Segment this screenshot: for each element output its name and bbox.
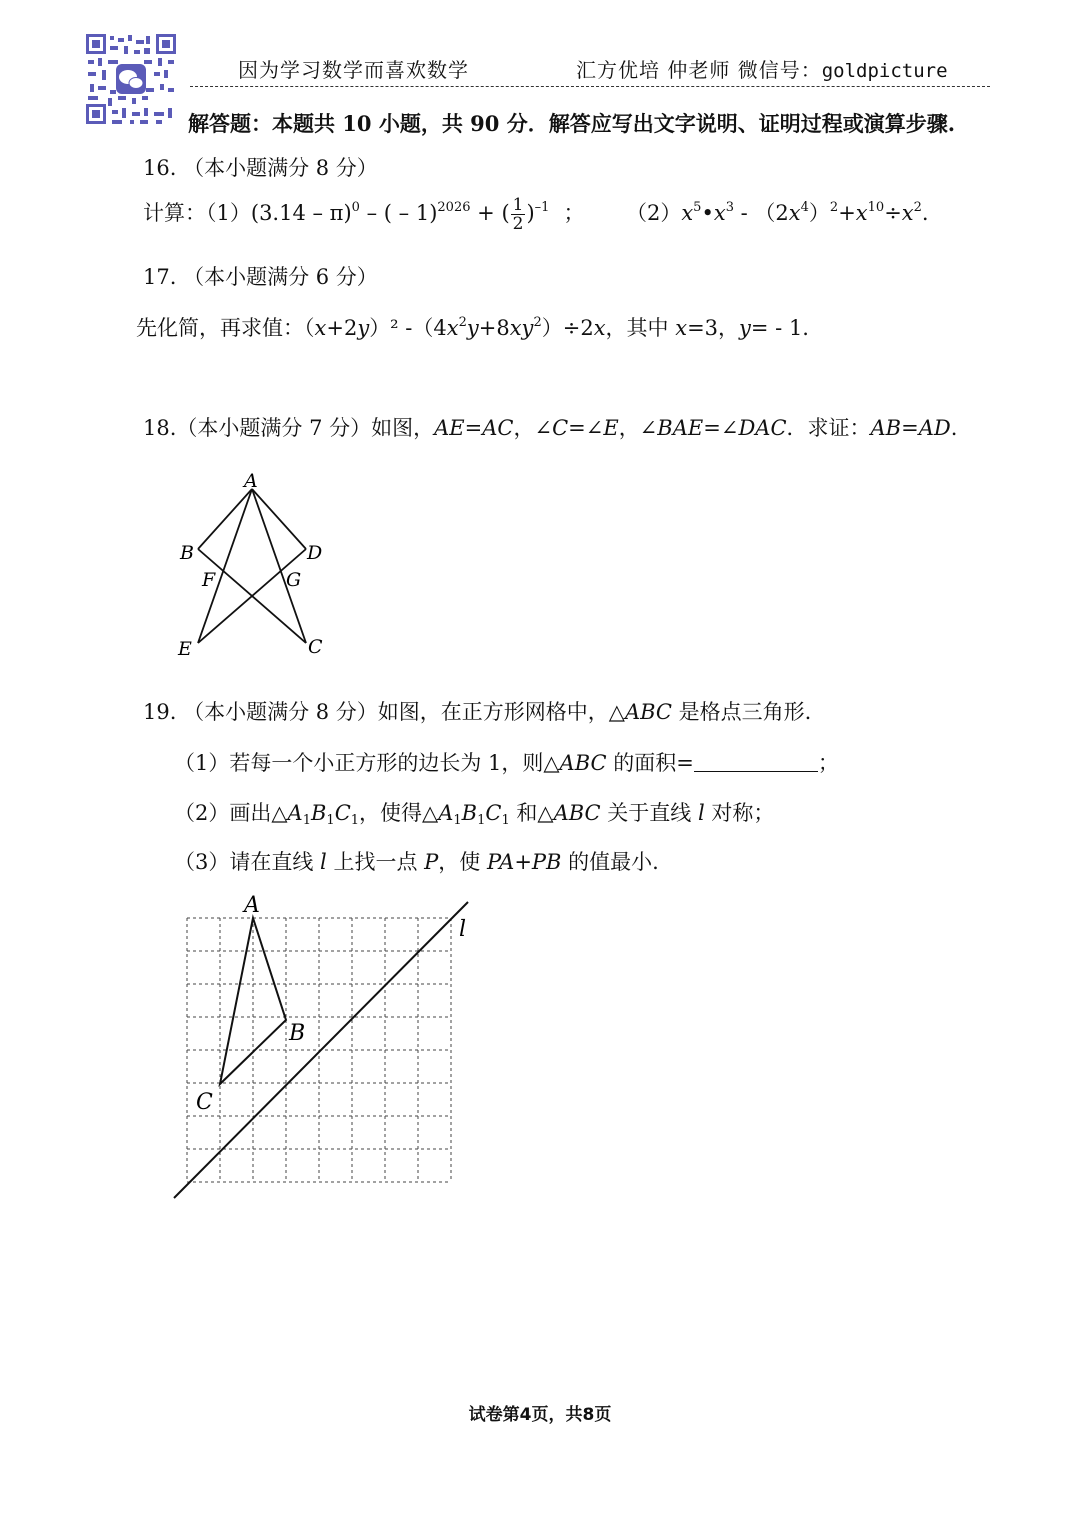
q18-label: 18.（本小题满分 7 分）如图， xyxy=(143,416,435,440)
q19-label-A: A xyxy=(244,893,260,918)
q16-p2-x3: x xyxy=(788,201,801,225)
q18-statement xyxy=(143,412,957,442)
q19-s2e: 对称； xyxy=(704,801,775,825)
q19-s3-l: l xyxy=(320,850,327,874)
q17-t8: = - 1. xyxy=(750,316,809,340)
q16-p2-x1: x xyxy=(681,201,694,225)
q19-s2-abc: ABC xyxy=(553,801,601,825)
q18-c1: AE xyxy=(434,416,465,440)
q16-prefix: 计算：（1） xyxy=(143,201,251,225)
q18-label-B: B xyxy=(180,542,194,564)
q16-p2-dot: • xyxy=(701,201,714,225)
q17-t3: ）² -（4 xyxy=(369,316,447,340)
q19-s2-1c: 1 xyxy=(350,813,360,828)
q19-grid-figure xyxy=(160,885,480,1210)
q18-label-G: G xyxy=(286,569,302,591)
q16-p2-e5: 5 xyxy=(693,200,702,215)
q18-label-D: D xyxy=(307,542,323,564)
q19-s1c: 的面积= xyxy=(606,751,694,775)
q16-p2-e4: 4 xyxy=(800,200,809,215)
q16-p2-e10: 10 xyxy=(867,200,885,215)
q18-c8: AD xyxy=(918,416,951,440)
q19-label: 19. （本小题满分 8 分）如图，在正方形网格中，△ xyxy=(143,700,625,724)
q17-t4: +8 xyxy=(478,316,510,340)
q19-s2c: 和△ xyxy=(509,801,554,825)
section-title: 解答题：本题共 10 小题，共 90 分．解答应写出文字说明、证明过程或演算步骤. xyxy=(188,111,955,136)
q16-p2-plus: + xyxy=(838,201,856,225)
q16-p1-minus: – ( – 1) xyxy=(359,201,438,225)
q16-p2-end: . xyxy=(921,201,929,225)
q16-p2-label: （2） xyxy=(636,201,682,225)
q17-x4: x xyxy=(675,316,688,340)
q19-s3-expr: PA+PB xyxy=(486,850,562,874)
q18-s1: ，∠ xyxy=(513,416,553,440)
q19-s2d: 关于直线 xyxy=(600,801,698,825)
header-contact: 汇方优培 仲老师 微信号： xyxy=(576,58,822,82)
q19-s1a: （1）若每一个小正方形的边长为 1，则△ xyxy=(174,751,560,775)
q18-eq4: = xyxy=(901,416,919,440)
q17-x2: x xyxy=(446,316,459,340)
q18-c7: AB xyxy=(870,416,902,440)
q18-figure xyxy=(170,465,340,665)
header-right-text xyxy=(576,54,948,83)
q19-s2-B: B xyxy=(310,801,327,825)
q16-p1-exp0: 0 xyxy=(351,200,360,215)
q18-c6: DAC xyxy=(738,416,787,440)
q17-y2: y xyxy=(466,316,479,340)
q19-part3 xyxy=(174,846,659,876)
q16-p1-close: ) xyxy=(526,201,535,225)
qr-code-image xyxy=(84,32,178,126)
q19-part2 xyxy=(174,797,774,827)
q19-s3a: （3）请在直线 xyxy=(174,850,321,874)
q16-expression xyxy=(143,196,929,233)
q19-s2-1f: 1 xyxy=(501,813,510,828)
q18-c3: C xyxy=(552,416,569,440)
q19-s2-C2: C xyxy=(485,801,502,825)
q17-xy: xy xyxy=(509,316,534,340)
q18-s2: ，∠ xyxy=(618,416,658,440)
q18-figure-lines xyxy=(198,489,306,643)
q16-p1-plus: + ( xyxy=(470,201,510,225)
q18-eq3: =∠ xyxy=(703,416,739,440)
q18-label-C: C xyxy=(308,636,323,658)
q18-label-F: F xyxy=(202,569,216,591)
q16-p2-e2a: 2 xyxy=(829,200,839,215)
q16-p2-minus: - （2 xyxy=(733,201,789,225)
q19-label-B: B xyxy=(289,1021,306,1046)
q16-p2-e2b: 2 xyxy=(913,200,922,215)
q17-t6: ，其中 xyxy=(605,316,676,340)
q19-answer-blank[interactable] xyxy=(694,753,818,772)
q19-statement xyxy=(143,696,811,726)
q19-s1b: ABC xyxy=(559,751,607,775)
header-left-text: 因为学习数学而喜欢数学 xyxy=(238,58,469,82)
q16-p1-expneg1: –1 xyxy=(534,200,550,215)
q16-p2-e3: 3 xyxy=(725,200,734,215)
footer-c: 页 xyxy=(594,1405,612,1425)
q17-y: y xyxy=(357,316,370,340)
q18-c4: E xyxy=(603,416,619,440)
q17-header: 17. （本小题满分 6 分） xyxy=(143,265,378,289)
q17-t5: ）÷2 xyxy=(541,316,594,340)
q19-s2-1a: 1 xyxy=(302,813,311,828)
q19-s2-1b: 1 xyxy=(326,813,335,828)
q19-s2-A2: A xyxy=(438,801,454,825)
q17-e2a: 2 xyxy=(458,315,467,330)
q16-p2-x5: x xyxy=(901,201,914,225)
q19-abc: ABC xyxy=(624,700,672,724)
q19-s3c: ，使 xyxy=(438,850,487,874)
wechat-id: goldpicture xyxy=(821,60,948,82)
footer-total: 8 xyxy=(582,1405,595,1425)
q17-t7: =3， xyxy=(687,316,740,340)
q18-c2: AC xyxy=(482,416,514,440)
q16-p1-base: (3.14 – π) xyxy=(250,201,352,225)
q16-header: 16. （本小题满分 8 分） xyxy=(143,156,378,180)
q19-s3b: 上找一点 xyxy=(326,850,425,874)
q17-t2: +2 xyxy=(326,316,358,340)
q16-frac-num: 1 xyxy=(512,195,524,215)
q19-s2-l: l xyxy=(697,801,705,825)
q16-p2-x4: x xyxy=(855,201,868,225)
q19-label-C: C xyxy=(196,1090,213,1115)
q19-s3-P: P xyxy=(424,850,439,874)
q17-x: x xyxy=(314,316,327,340)
q18-end: . xyxy=(950,416,958,440)
q19-s3d: 的值最小. xyxy=(561,850,659,874)
q17-x3: x xyxy=(593,316,606,340)
footer-b: 页，共 xyxy=(531,1405,583,1425)
q19-s2-B2: B xyxy=(461,801,478,825)
page-footer xyxy=(0,1400,1080,1425)
q19-s2-1e: 1 xyxy=(477,813,486,828)
q16-p2-div: ÷ xyxy=(884,201,902,225)
q17-y3: y xyxy=(739,316,751,340)
q18-label-A: A xyxy=(244,470,258,492)
q18-s3: ．求证： xyxy=(786,416,871,440)
q19-s2b: ，使得△ xyxy=(359,801,439,825)
q18-label-E: E xyxy=(178,638,192,660)
q16-p2-close: ） xyxy=(808,201,830,225)
footer-a: 试卷第 xyxy=(468,1405,520,1425)
q19-s1d: ； xyxy=(817,751,839,775)
header-divider xyxy=(190,86,990,87)
footer-page: 4 xyxy=(519,1405,532,1425)
q17-t1: 先化简，再求值：（ xyxy=(136,316,315,340)
q19-s2-C: C xyxy=(334,801,351,825)
q16-p2-x2: x xyxy=(713,201,726,225)
q16-p1-sep: ； xyxy=(563,201,585,225)
q16-p1-exp2026: 2026 xyxy=(437,200,471,215)
q19-s2-1d: 1 xyxy=(453,813,462,828)
q16-frac-den: 2 xyxy=(512,214,524,234)
q17-e2b: 2 xyxy=(533,315,542,330)
q16-fraction xyxy=(511,196,526,233)
q17-expression xyxy=(136,312,809,342)
q19-s2a: （2）画出△ xyxy=(174,801,288,825)
q18-eq1: = xyxy=(464,416,483,440)
q19-s2-A: A xyxy=(287,801,303,825)
q19-label-l: l xyxy=(459,917,467,942)
q18-eq2: =∠ xyxy=(568,416,604,440)
q19-label-end: 是格点三角形. xyxy=(672,700,812,724)
q18-c5: BAE xyxy=(657,416,704,440)
q19-part1 xyxy=(174,747,839,777)
